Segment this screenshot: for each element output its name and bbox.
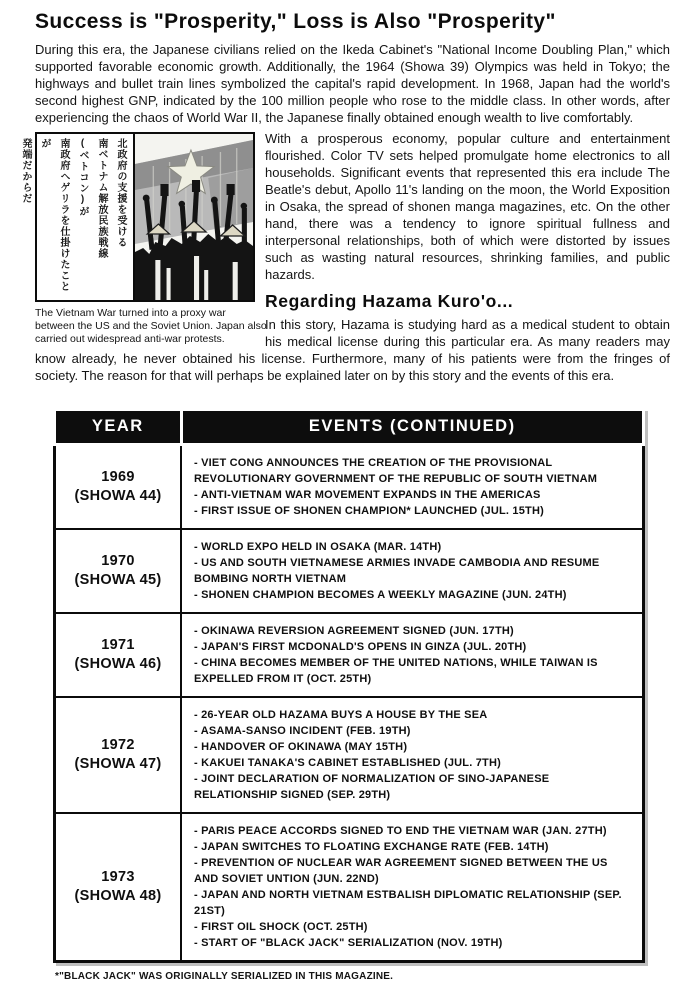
event-item: - JAPAN'S FIRST MCDONALD'S OPENS IN GINZA (JUL. 20TH) [194,641,527,653]
hazama-paragraph: In this story, Hazama is studying hard as a medical student to obtain his medical license during this particular era. As many readers may know already, he never obtained his license. Furthermore, many of his patients were from the fringes of society. The reason for that will perhaps be explained later on by this story and the events of this era. [35,317,670,383]
intro-paragraph: During this era, the Japanese civilians relied on the Ikeda Cabinet's "National Income Doubling Plan," which supported favorable economic growth. Additionally, the 1964 (Showa 39) Olympics was held in Tokyo; the highways and bullet train lines symbolized the capital's rapid development. In 1968, Japan had the world's second highest GNP, indicated by the 100 million people who rose to the middle class. In other words, after experiencing the chaos of World War II, the Japanese finally obtained enough wealth to live comfortably. [35,42,670,125]
table-row [55,445,644,530]
year-cell [55,697,182,813]
events-column-header: EVENTS (CONTINUED) [181,410,644,445]
year-value: 1973 [101,869,135,885]
showa-label: (SHOWA 44) [74,488,162,504]
events-cell [181,613,644,697]
year-value: 1969 [101,469,135,485]
page-title: Success is "Prosperity," Loss is Also "Prosperity" [35,10,556,33]
era-table-wrap [53,408,670,963]
vertical-text-column: 発端だからだ [20,138,31,204]
event-item: - START OF "BLACK JACK" SERIALIZATION (NOV. 19TH) [194,937,503,949]
vertical-text-column: 南ベトナム解放民族戦線 [96,138,107,259]
table-row [55,613,644,697]
protest-scene-svg [135,134,253,300]
year-value: 1972 [101,737,135,753]
showa-label: (SHOWA 46) [74,656,162,672]
year-cell [55,613,182,697]
event-item: - SHONEN CHAMPION BECOMES A WEEKLY MAGAZINE (JUN. 24TH) [194,589,567,601]
event-item: - FIRST ISSUE OF SHONEN CHAMPION* LAUNCHED (JUL. 15TH) [194,505,544,517]
event-item: - JAPAN SWITCHES TO FLOATING EXCHANGE RATE (FEB. 14TH) [194,841,549,853]
event-item: - CHINA BECOMES MEMBER OF THE UNITED NATIONS, WHILE TAIWAN IS EXPELLED FROM IT (OCT. 25TH) [194,657,598,685]
manga-panel-block [20,132,267,346]
year-value: 1970 [101,553,135,569]
prosperity-paragraph: With a prosperous economy, popular culture and entertainment flourished. Color TV sets helped promulgate home electronics to all households. Significant events that represented this era include The Beatle's debut, Apollo 11's landing on the moon, the World Exposition in Osaka, the spread of shonen manga magazines, etc. On the other hand, there was a tendency to ignore spiritual fullness and interpersonal relationships, both of which were distorted by issues such as wasting natural resources, shrinking families, and public hazards. [265,131,670,282]
showa-label: (SHOWA 48) [74,888,162,904]
era-table-body [55,445,644,962]
event-item: - 26-YEAR OLD HAZAMA BUYS A HOUSE BY THE SEA [194,709,488,721]
panel-caption: The Vietnam War turned into a proxy war between the US and the Soviet Union. Japan also carried out widespread anti-war protests. [35,307,267,345]
event-item: - WORLD EXPO HELD IN OSAKA (MAR. 14TH) [194,541,442,553]
footnote: *"BLACK JACK" WAS ORIGINALLY SERIALIZED IN THIS MAGAZINE. [55,971,394,982]
japanese-vertical-text [20,134,133,300]
event-item: - JOINT DECLARATION OF NORMALIZATION OF SINO-JAPANESE RELATIONSHIP SIGNED (SEP. 29TH) [194,773,550,801]
event-item: - FIRST OIL SHOCK (OCT. 25TH) [194,921,368,933]
year-cell [55,445,182,530]
table-row [55,529,644,613]
hazama-heading: Regarding Hazama Kuro'o... [265,291,514,311]
era-events-table [53,408,645,963]
event-item: - KAKUEI TANAKA'S CABINET ESTABLISHED (JUL. 7TH) [194,757,501,769]
event-item: - HANDOVER OF OKINAWA (MAY 15TH) [194,741,408,753]
event-item: - ANTI-VIETNAM WAR MOVEMENT EXPANDS IN THE AMERICAS [194,489,541,501]
event-item: - US AND SOUTH VIETNAMESE ARMIES INVADE CAMBODIA AND RESUME BOMBING NORTH VIETNAM [194,557,600,585]
vertical-text-column: (ベトコン)が [77,138,88,217]
event-item: - JAPAN AND NORTH VIETNAM ESTBALISH DIPLOMATIC RELATIONSHIP (SEP. 21ST) [194,889,622,917]
middle-section [20,130,670,384]
events-cell [181,529,644,613]
table-row [55,697,644,813]
vertical-text-column: 南政府へゲリラを仕掛けたことが [39,138,69,292]
header-row [55,410,644,445]
events-cell [181,813,644,962]
showa-label: (SHOWA 45) [74,572,162,588]
era-table-head [55,410,644,445]
event-item: - PREVENTION OF NUCLEAR WAR AGREEMENT SIGNED BETWEEN THE US AND SOVIET UNTION (JUN. 22ND) [194,857,608,885]
showa-label: (SHOWA 47) [74,756,162,772]
event-item: - VIET CONG ANNOUNCES THE CREATION OF THE PROVISIONAL REVOLUTIONARY GOVERNMENT OF THE REPUBLIC OF SOUTH VIETNAM [194,457,598,485]
manga-panel [20,132,255,302]
vertical-text-column: 北政府の支援を受ける [115,138,126,248]
year-cell [55,813,182,962]
events-cell [181,697,644,813]
year-cell [55,529,182,613]
event-item: - PARIS PEACE ACCORDS SIGNED TO END THE VIETNAM WAR (JAN. 27TH) [194,825,607,837]
year-value: 1971 [101,637,135,653]
event-item: - OKINAWA REVERSION AGREEMENT SIGNED (JUN. 17TH) [194,625,514,637]
year-column-header: YEAR [55,410,182,445]
event-item: - ASAMA-SANSO INCIDENT (FEB. 19TH) [194,725,411,737]
events-cell [181,445,644,530]
table-row [55,813,644,962]
protest-illustration [133,134,253,300]
